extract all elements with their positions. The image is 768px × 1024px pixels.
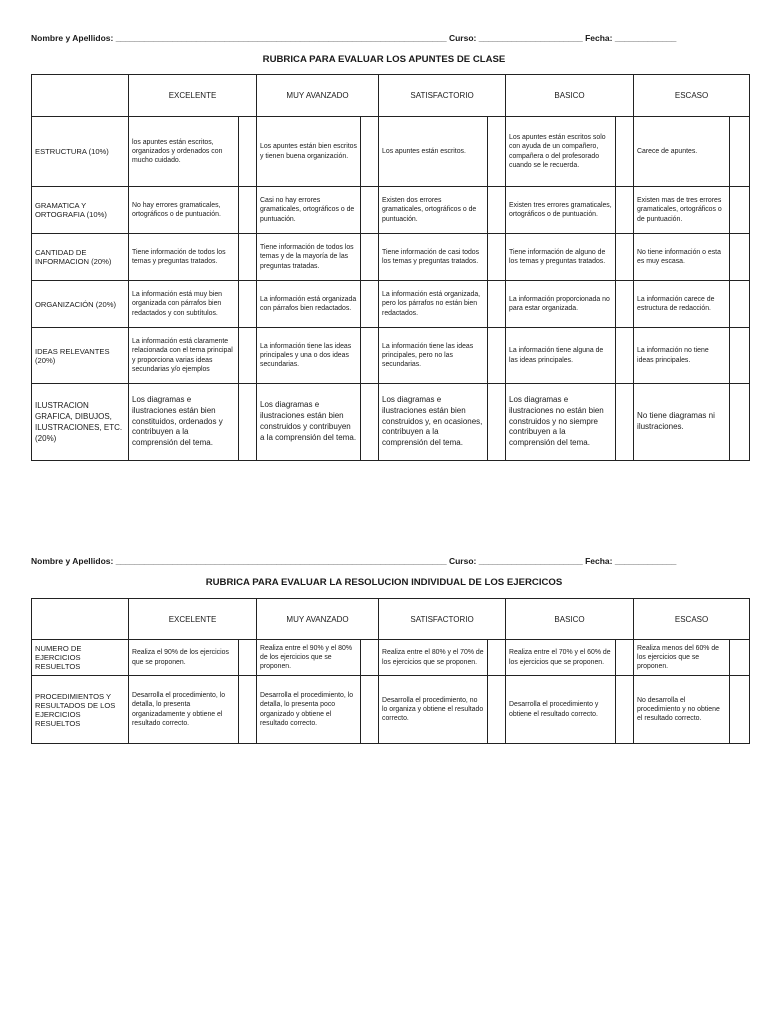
score-cell[interactable]	[616, 384, 634, 461]
score-cell[interactable]	[616, 328, 634, 384]
descriptor-cell: No hay errores gramaticales, ortográficos o de puntuación.	[129, 187, 239, 234]
descriptor-cell: Realiza entre el 70% y el 60% de los ejercicios que se proponen.	[506, 640, 616, 676]
descriptor-cell: La información no tiene ideas principales.	[634, 328, 730, 384]
table-row	[32, 187, 750, 234]
criterion-label: NUMERO DE EJERCICIOS RESUELTOS	[32, 640, 129, 676]
criterion-header-cell	[32, 599, 129, 640]
criterion-label: IDEAS RELEVANTES (20%)	[32, 328, 129, 384]
score-cell[interactable]	[239, 640, 257, 676]
score-cell[interactable]	[239, 281, 257, 328]
descriptor-cell: No tiene diagramas ni ilustraciones.	[634, 384, 730, 461]
criterion-header-cell	[32, 75, 129, 117]
score-cell[interactable]	[361, 640, 379, 676]
descriptor-cell: Los apuntes están escritos solo con ayuda de un compañero, compañera o del profesorado cuando se le recuerda.	[506, 117, 616, 187]
criterion-label: PROCEDIMIENTOS Y RESULTADOS DE LOS EJERCICIOS RESUELTOS	[32, 676, 129, 744]
score-cell[interactable]	[239, 384, 257, 461]
table-row	[32, 117, 750, 187]
score-cell[interactable]	[616, 187, 634, 234]
header-row	[32, 75, 750, 117]
score-cell[interactable]	[488, 117, 506, 187]
score-cell[interactable]	[361, 384, 379, 461]
level-header: SATISFACTORIO	[379, 599, 506, 640]
score-cell[interactable]	[488, 384, 506, 461]
table-row	[32, 281, 750, 328]
descriptor-cell: los apuntes están escritos, organizados y ordenados con mucho cuidado.	[129, 117, 239, 187]
score-cell[interactable]	[488, 187, 506, 234]
descriptor-cell: Los diagramas e ilustraciones están bien constituidos, ordenados y contribuyen a la comprensión del tema.	[129, 384, 239, 461]
descriptor-cell: La información está organizada con párrafos bien redactados.	[257, 281, 361, 328]
descriptor-cell: Existen dos errores gramaticales, ortográficos o de puntuación.	[379, 187, 488, 234]
descriptor-cell: Los diagramas e ilustraciones están bien construidos y contribuyen a la comprensión del tema.	[257, 384, 361, 461]
level-header: MUY AVANZADO	[257, 75, 379, 117]
descriptor-cell: Desarrolla el procedimiento, no lo organiza y obtiene el resultado correcto.	[379, 676, 488, 744]
score-cell[interactable]	[730, 281, 750, 328]
score-cell[interactable]	[361, 234, 379, 281]
score-cell[interactable]	[730, 384, 750, 461]
score-cell[interactable]	[239, 676, 257, 744]
score-cell[interactable]	[488, 234, 506, 281]
descriptor-cell: Los diagramas e ilustraciones no están bien construidos y no siempre contribuyen a la comprensión del tema.	[506, 384, 616, 461]
score-cell[interactable]	[361, 281, 379, 328]
descriptor-cell: La información tiene las ideas principales y una o dos ideas secundarias.	[257, 328, 361, 384]
table-row	[32, 234, 750, 281]
descriptor-cell: Los apuntes están bien escritos y tienen buena organización.	[257, 117, 361, 187]
criterion-label: ORGANIZACIÓN (20%)	[32, 281, 129, 328]
descriptor-cell: La información tiene alguna de las ideas principales.	[506, 328, 616, 384]
score-cell[interactable]	[730, 234, 750, 281]
criterion-label: ESTRUCTURA (10%)	[32, 117, 129, 187]
descriptor-cell: Los apuntes están escritos.	[379, 117, 488, 187]
descriptor-cell: Tiene información de todos los temas y preguntas tratados.	[129, 234, 239, 281]
table-row	[32, 676, 750, 744]
score-cell[interactable]	[239, 187, 257, 234]
score-cell[interactable]	[361, 328, 379, 384]
score-cell[interactable]	[361, 676, 379, 744]
level-header: EXCELENTE	[129, 599, 257, 640]
score-cell[interactable]	[616, 117, 634, 187]
level-header: EXCELENTE	[129, 75, 257, 117]
rubric2-table	[31, 598, 750, 744]
score-cell[interactable]	[488, 328, 506, 384]
descriptor-cell: La información está claramente relacionada con el tema principal y proporciona varias ideas secundarias y/o ejemplos	[129, 328, 239, 384]
descriptor-cell: Existen mas de tres errores gramaticales, ortográficos o de puntuación.	[634, 187, 730, 234]
descriptor-cell: La información carece de estructura de redacción.	[634, 281, 730, 328]
descriptor-cell: Desarrolla el procedimiento y obtiene el resultado correcto.	[506, 676, 616, 744]
score-cell[interactable]	[488, 281, 506, 328]
level-header: ESCASO	[634, 75, 750, 117]
level-header: SATISFACTORIO	[379, 75, 506, 117]
rubric1-title: RUBRICA PARA EVALUAR LOS APUNTES DE CLASE	[262, 54, 506, 65]
score-cell[interactable]	[730, 640, 750, 676]
rubric1-table	[31, 74, 750, 461]
score-cell[interactable]	[239, 328, 257, 384]
descriptor-cell: La información proporcionada no para estar organizada.	[506, 281, 616, 328]
student-info-line-2: Nombre y Apellidos: ______________________________________________________________________ Curso: ______________________ Fecha: _____________	[31, 556, 677, 566]
descriptor-cell: No desarrolla el procedimiento y no obtiene el resultado correcto.	[634, 676, 730, 744]
score-cell[interactable]	[616, 234, 634, 281]
descriptor-cell: Carece de apuntes.	[634, 117, 730, 187]
level-header: ESCASO	[634, 599, 750, 640]
score-cell[interactable]	[730, 676, 750, 744]
descriptor-cell: La información está muy bien organizada con párrafos bien redactados y con subtítulos.	[129, 281, 239, 328]
score-cell[interactable]	[730, 328, 750, 384]
score-cell[interactable]	[239, 234, 257, 281]
descriptor-cell: Casi no hay errores gramaticales, ortográficos o de puntuación.	[257, 187, 361, 234]
descriptor-cell: Tiene información de todos los temas y de la mayoría de las preguntas tratadas.	[257, 234, 361, 281]
score-cell[interactable]	[616, 676, 634, 744]
descriptor-cell: Tiene información de casi todos los temas y preguntas tratados.	[379, 234, 488, 281]
score-cell[interactable]	[239, 117, 257, 187]
score-cell[interactable]	[488, 676, 506, 744]
score-cell[interactable]	[488, 640, 506, 676]
score-cell[interactable]	[616, 640, 634, 676]
descriptor-cell: Realiza entre el 90% y el 80% de los ejercicios que se proponen.	[257, 640, 361, 676]
score-cell[interactable]	[730, 187, 750, 234]
header-row	[32, 599, 750, 640]
table-row	[32, 640, 750, 676]
criterion-label: ILUSTRACION GRAFICA, DIBUJOS, ILUSTRACIONES, ETC. (20%)	[32, 384, 129, 461]
descriptor-cell: Existen tres errores gramaticales, ortográficos o de puntuación.	[506, 187, 616, 234]
descriptor-cell: Realiza menos del 60% de los ejercicios que se proponen.	[634, 640, 730, 676]
descriptor-cell: Realiza el 90% de los ejercicios que se proponen.	[129, 640, 239, 676]
score-cell[interactable]	[616, 281, 634, 328]
descriptor-cell: La información está organizada, pero los párrafos no están bien redactados.	[379, 281, 488, 328]
criterion-label: GRAMATICA Y ORTOGRAFIA (10%)	[32, 187, 129, 234]
score-cell[interactable]	[361, 187, 379, 234]
level-header: MUY AVANZADO	[257, 599, 379, 640]
level-header: BASICO	[506, 75, 634, 117]
descriptor-cell: La información tiene las ideas principales, pero no las secundarias.	[379, 328, 488, 384]
score-cell[interactable]	[730, 117, 750, 187]
descriptor-cell: Realiza entre el 80% y el 70% de los ejercicios que se proponen.	[379, 640, 488, 676]
rubric2-title: RUBRICA PARA EVALUAR LA RESOLUCION INDIVIDUAL DE LOS EJERCICOS	[205, 577, 563, 588]
descriptor-cell: No tiene información o esta es muy escasa.	[634, 234, 730, 281]
descriptor-cell: Desarrolla el procedimiento, lo detalla, lo presenta poco organizado y obtiene el resultado correcto.	[257, 676, 361, 744]
descriptor-cell: Tiene información de alguno de los temas y preguntas tratados.	[506, 234, 616, 281]
descriptor-cell: Los diagramas e ilustraciones están bien construidos y, en ocasiones, contribuyen a la comprensión del tema.	[379, 384, 488, 461]
descriptor-cell: Desarrolla el procedimiento, lo detalla, lo presenta organizadamente y obtiene el resultado correcto.	[129, 676, 239, 744]
criterion-label: CANTIDAD DE INFORMACION (20%)	[32, 234, 129, 281]
table-row	[32, 384, 750, 461]
score-cell[interactable]	[361, 117, 379, 187]
level-header: BASICO	[506, 599, 634, 640]
student-info-line-1: Nombre y Apellidos: ______________________________________________________________________ Curso: ______________________ Fecha: _____________	[31, 33, 677, 43]
table-row	[32, 328, 750, 384]
